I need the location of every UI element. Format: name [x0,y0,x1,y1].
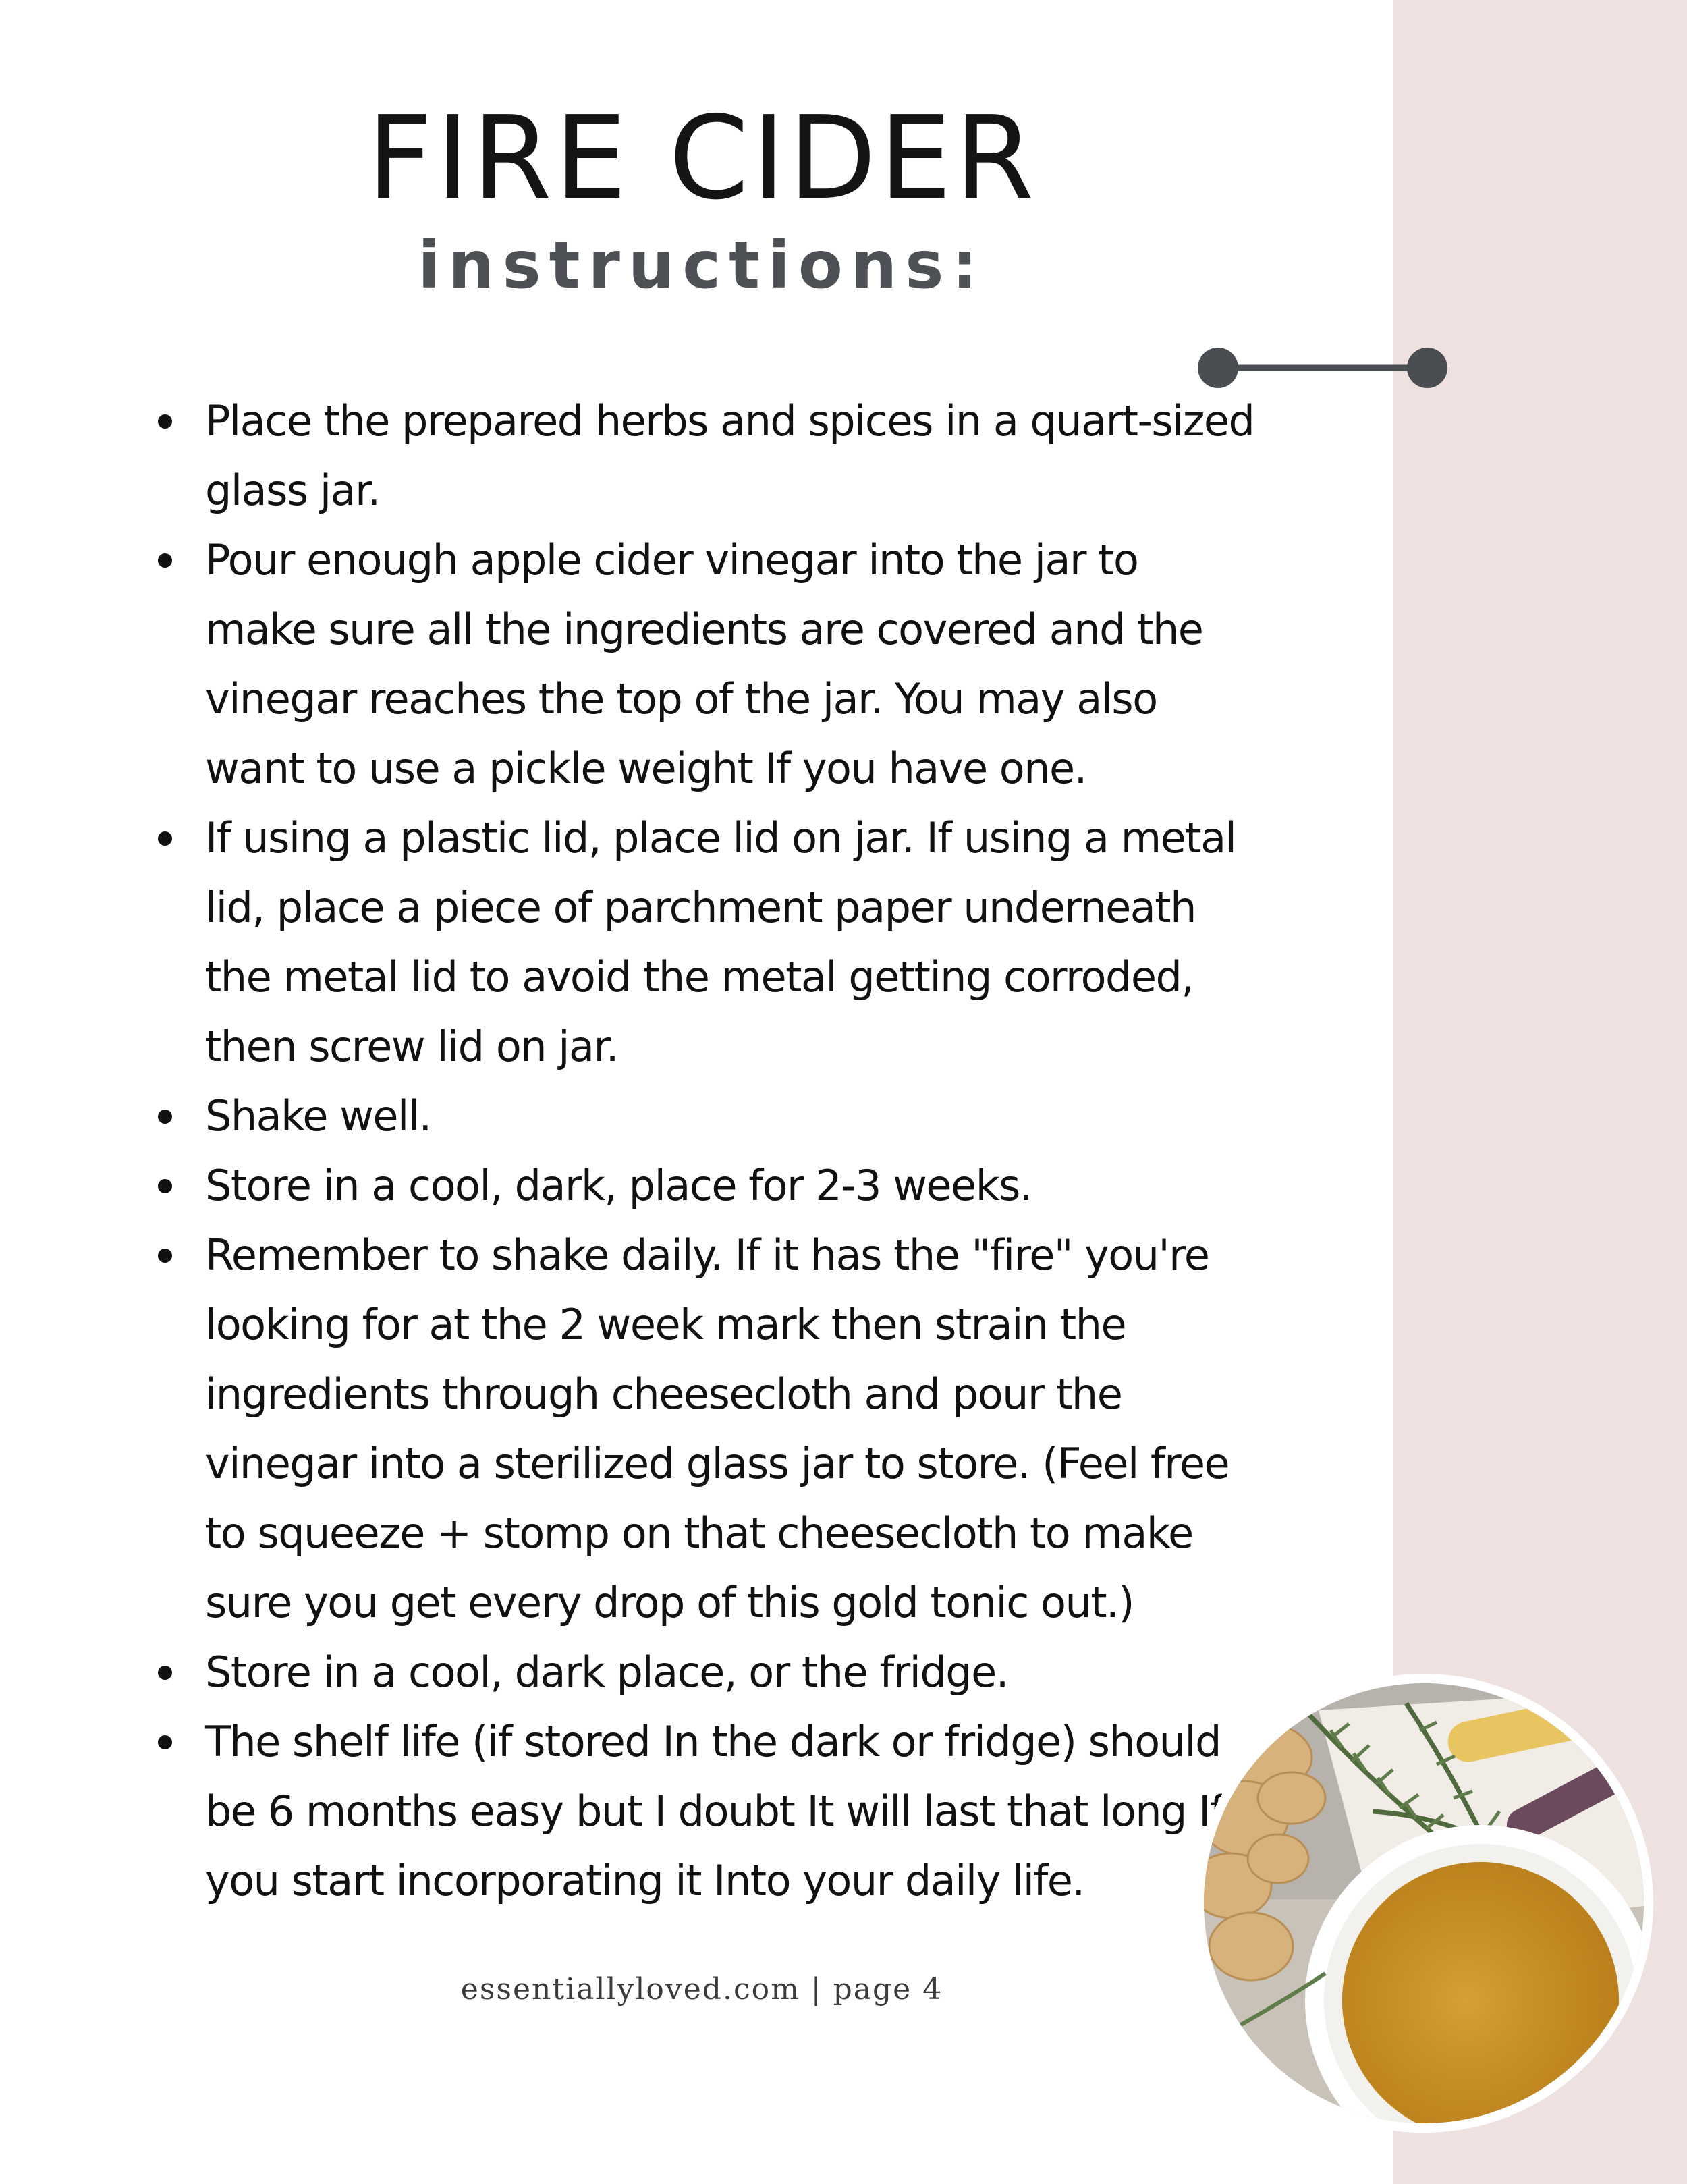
instruction-text: Place the prepared herbs and spices in a quart-sized glass jar. [205,396,1254,515]
instruction-item [154,1707,1261,1915]
instruction-item [154,525,1261,803]
instruction-item [154,1220,1261,1637]
instruction-item [154,386,1261,525]
bullet-icon [158,1179,172,1193]
instruction-text: Store in a cool, dark place, or the fridge. [205,1647,1008,1697]
instruction-text: Pour enough apple cider vinegar into the jar to make sure all the ingredients are covered and the vinegar reaches the top of the jar. You may also want to use a pickle weight If you have one. [205,535,1203,793]
instruction-text: If using a plastic lid, place lid on jar. If using a metal lid, place a piece of parchment paper underneath the metal lid to avoid the metal getting corroded, then screw lid on jar. [205,813,1236,1071]
instruction-item [154,803,1261,1081]
bullet-icon [158,553,172,568]
bullet-icon [158,414,172,429]
page-footer: essentiallyloved.com | page 4 [460,1972,943,2006]
bullet-icon [158,1110,172,1124]
instruction-item [154,1081,1261,1151]
bullet-icon [158,1735,172,1749]
page-subtitle: instructions: [418,227,986,303]
instruction-text: The shelf life (if stored In the dark or fridge) should be 6 months easy but I doubt It will last that long If you start incorporating it Into your daily life. [205,1717,1224,1905]
page-title: FIRE CIDER [366,92,1037,225]
bullet-icon [158,1249,172,1263]
ginger-rosemary-cider-image [1204,1683,1644,2123]
instruction-text: Remember to shake daily. If it has the "fire" you're looking for at the 2 week mark then strain the ingredients through cheesecloth and pour the vinegar into a sterilized glass jar to store. (Feel free to squeeze + stomp on that cheesecloth to make sure you get every drop of this gold tonic out.) [205,1230,1229,1627]
instruction-text: Shake well. [205,1091,431,1141]
instruction-text: Store in a cool, dark, place for 2-3 weeks. [205,1161,1032,1210]
instruction-item [154,1151,1261,1220]
decorative-connector-line [1194,344,1451,391]
fire-cider-photo [1194,1674,1653,2133]
bullet-icon [158,831,172,846]
instructions-list [154,386,1261,1915]
bullet-icon [158,1666,172,1680]
instruction-item [154,1637,1261,1707]
